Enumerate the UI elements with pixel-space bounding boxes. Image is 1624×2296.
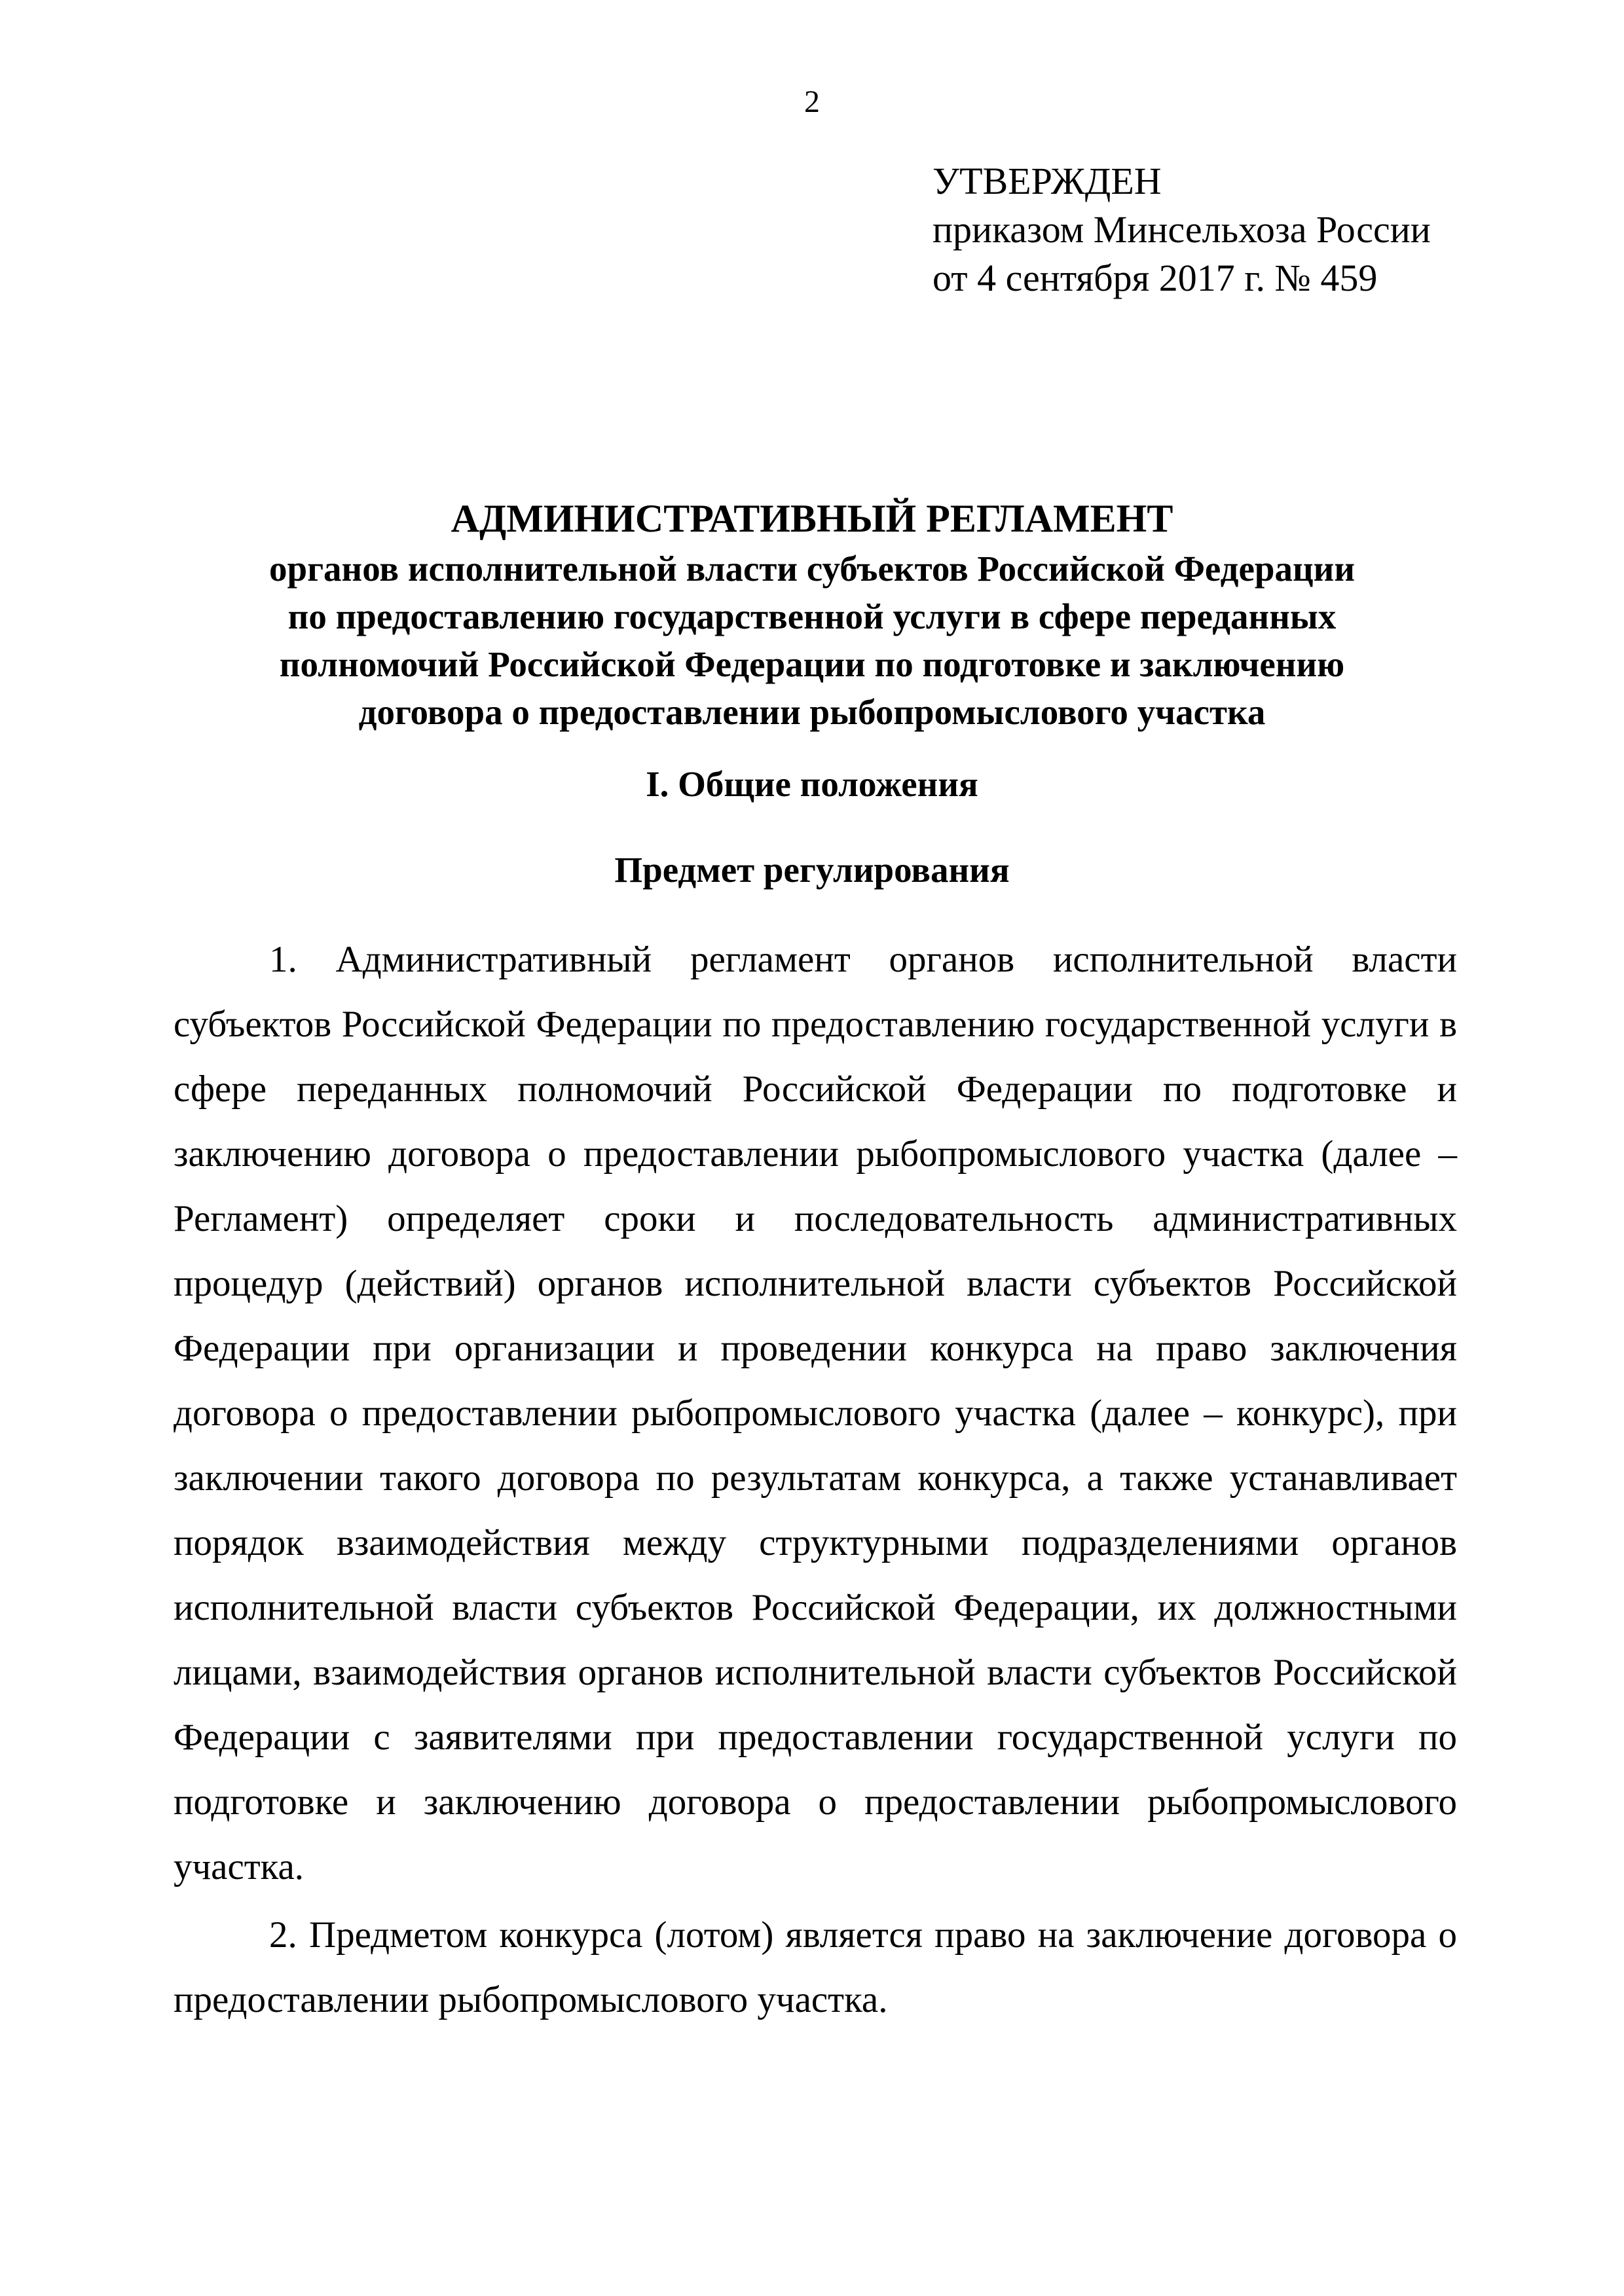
- approval-status: УТВЕРЖДЕН: [932, 160, 1162, 202]
- approval-stamp: [932, 157, 1431, 302]
- approval-order: приказом Минсельхоза России: [932, 208, 1431, 251]
- document-title: АДМИНИСТРАТИВНЫЙ РЕГЛАМЕНТ: [451, 497, 1173, 540]
- document-subtitle-line: договора о предоставлении рыбопромыслового участка: [358, 692, 1266, 732]
- paragraph-1: 1. Административный регламент органов исполнительной власти субъектов Российской Федерации по предоставлению государственной услуги в сфере переданных полномочий Российской Федерации по подготовке и заключению договора о предоставлении рыбопромыслового участка (далее – Регламент) определяет сроки и последовательность административных процедур (действий) органов исполнительной власти субъектов Российской Федерации при организации и проведении конкурса на право заключения договора о предоставлении рыбопромыслового участка (далее – конкурс), при заключении такого договора по результатам конкурса, а также устанавливает порядок взаимодействия между структурными подразделениями органов исполнительной власти субъектов Российской Федерации, их должностными лицами, взаимодействия органов исполнительной власти субъектов Российской Федерации с заявителями при предоставлении государственной услуги по подготовке и заключению договора о предоставлении рыбопромыслового участка.: [174, 939, 1457, 1887]
- approval-date: от 4 сентября 2017 г. № 459: [932, 257, 1378, 299]
- section-subheading: Предмет регулирования: [614, 850, 1010, 890]
- document-title-block: [157, 492, 1467, 736]
- page-number: 2: [804, 84, 820, 119]
- document-subtitle-line: органов исполнительной власти субъектов Российской Федерации: [268, 549, 1356, 589]
- paragraph-2: 2. Предметом конкурса (лотом) является право на заключение договора о предоставлении рыбопромыслового участка.: [174, 1914, 1457, 2020]
- section-heading: I. Общие положения: [646, 764, 978, 804]
- document-subtitle-line: полномочий Российской Федерации по подготовке и заключению: [279, 644, 1345, 684]
- document-subtitle-line: по предоставлению государственной услуги в сфере переданных: [287, 596, 1337, 636]
